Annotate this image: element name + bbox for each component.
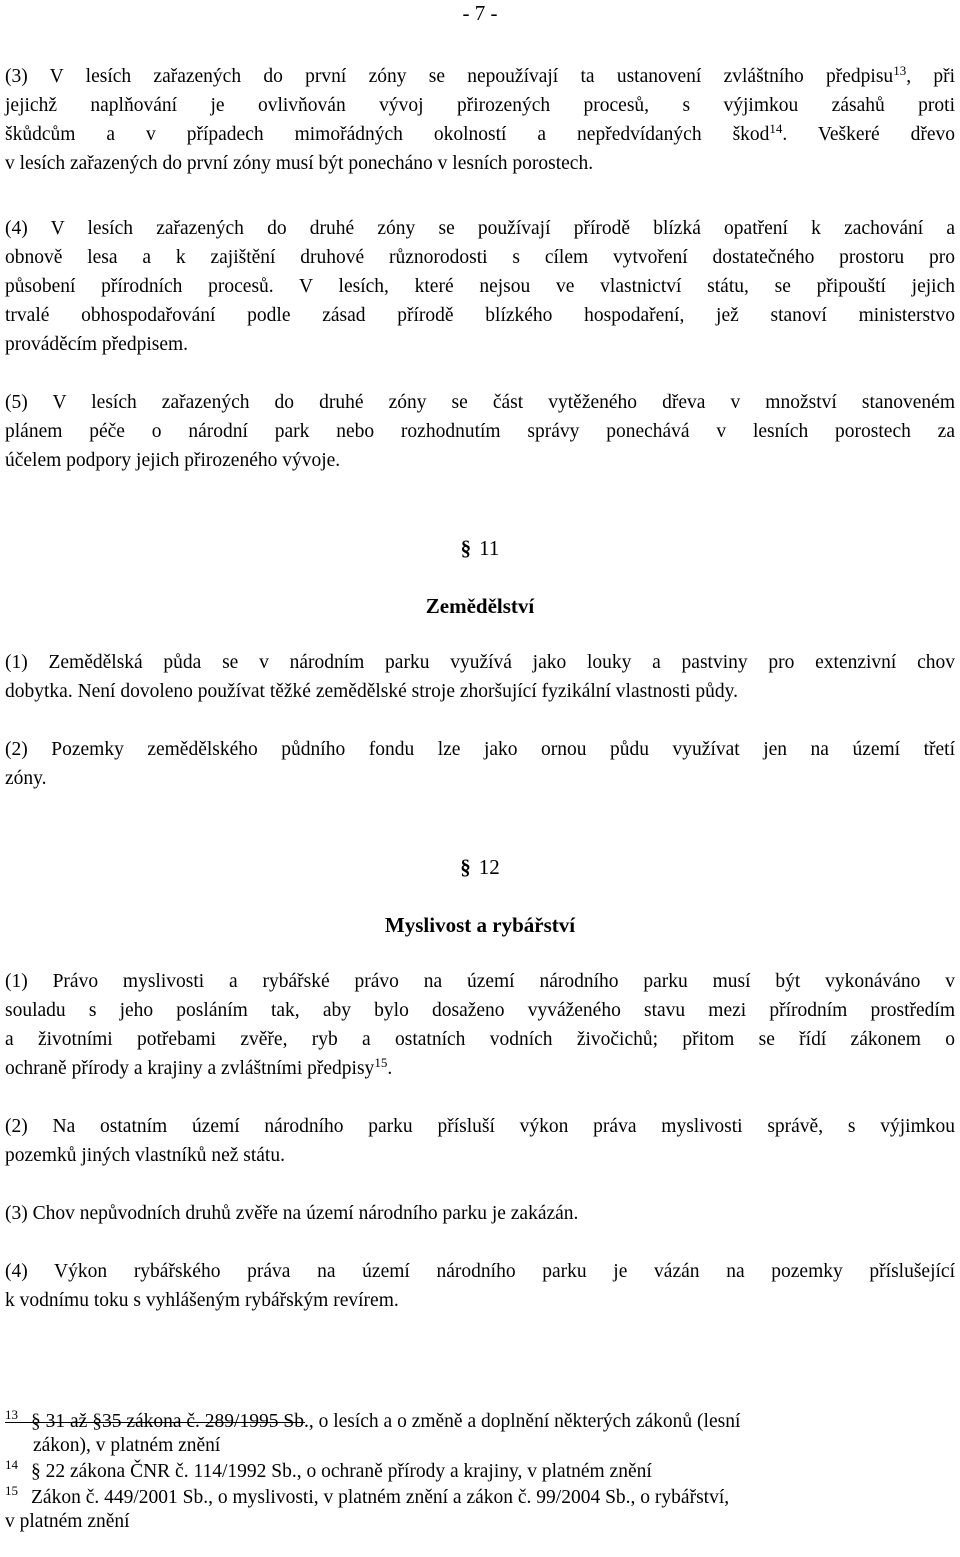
footnote-line: 14 § 22 zákona ČNR č. 114/1992 Sb., o ochraně přírody a krajiny, v platném znění: [5, 1457, 652, 1482]
footnote-13: [5, 1407, 955, 1458]
footnote-14: [5, 1457, 955, 1484]
section-12-paragraph-2: [5, 1112, 955, 1170]
footnote-ref-13[interactable]: 13: [893, 63, 907, 78]
paragraph-line: dobytka. Není dovoleno používat těžké zemědělské stroje zhoršující fyzikální vlastnosti půdy.: [5, 681, 739, 702]
section-sign: §: [31, 1461, 41, 1482]
paragraph-line: k vodnímu toku s vyhlášeným rybářským revírem.: [5, 1290, 399, 1311]
paragraph-line: souladu s jeho posláním tak, aby bylo dosaženo vyváženého stavu mezi přírodním prostředím: [5, 1000, 955, 1021]
footnote-15: [5, 1483, 955, 1534]
footnote-text: Zákon č. 449/2001 Sb., o myslivosti, v platném znění a zákon č. 99/2004 Sb., o rybářství,: [31, 1487, 730, 1508]
paragraph-line: ochraně přírody a krajiny a zvláštními předpisy$^{15}$.: [5, 1055, 393, 1079]
paragraph-line: (1) Právo myslivosti a rybářské právo na území národního parku musí být vykonáváno v: [5, 971, 955, 992]
section-sign: §: [92, 1411, 102, 1432]
paragraph-line: obnově lesa a k zajištění druhové různorodosti s cílem vytvoření dostatečného prostoru pro: [5, 247, 955, 268]
footnote-line: v platném znění: [5, 1511, 130, 1532]
footnote-ref-15[interactable]: 15: [374, 1055, 388, 1070]
paragraph-line: (2) Na ostatním území národního parku přísluší výkon práva myslivosti správě, s výjimkou: [5, 1116, 955, 1137]
paragraph-line: působení přírodních procesů. V lesích, které nejsou ve vlastnictví státu, se připouští jejich: [5, 276, 955, 297]
paragraph-line: (2) Pozemky zemědělského půdního fondu lze jako ornou půdu využívat jen na území třetí: [5, 739, 955, 760]
paragraph-line: (3) Chov nepůvodních druhů zvěře na území národního parku je zakázán.: [5, 1203, 579, 1224]
paragraph-line: škůdcům a v případech mimořádných okolností a nepředvídaných škod$^{14}$. Veškeré dřevo: [5, 121, 955, 145]
paragraph-5-forest-zone-two-wood: [5, 388, 955, 475]
paragraph-line: trvalé obhospodařování podle zásad přírodě blízkého hospodaření, jež stanoví ministerstvo: [5, 305, 955, 326]
paragraph-line: a životními potřebami zvěře, ryb a ostatních vodních živočichů; přitom se řídí zákonem o: [5, 1029, 955, 1050]
paragraph-line: účelem podpory jejich přirozeného vývoje.: [5, 450, 341, 471]
paragraph-line: (3) V lesích zařazených do první zóny se nepoužívají ta ustanovení zvláštního předpisu$^{13}$, při: [5, 63, 955, 87]
section-11-paragraph-2: [5, 735, 955, 793]
section-12-number: § 12: [460, 855, 500, 879]
paragraph-line: zóny.: [5, 768, 47, 789]
paragraph-line: prováděcím předpisem.: [5, 334, 189, 355]
paragraph-line: (1) Zemědělská půda se v národním parku využívá jako louky a pastviny pro extenzivní chov: [5, 652, 955, 673]
paragraph-line: pozemků jiných vlastníků než státu.: [5, 1145, 285, 1166]
footnote-line: 13 § 31 až §35 zákona č. 289/1995 Sb., o lesích a o změně a doplnění některých zákonů (lesní: [5, 1407, 741, 1432]
section-sign: §: [460, 855, 471, 879]
paragraph-line: plánem péče o národní park nebo rozhodnutím správy ponechává v lesních porostech za: [5, 421, 955, 442]
footnote-line: zákon), v platném znění: [33, 1435, 221, 1456]
paragraph-line: (4) Výkon rybářského práva na území národního parku je vázán na pozemky příslušející: [5, 1261, 955, 1282]
section-11-number: § 11: [460, 536, 500, 560]
section-11-paragraph-1: [5, 648, 955, 706]
section-12-title: Myslivost a rybářství: [384, 913, 576, 937]
footnote-text: 35 zákona č. 289/1995 Sb., o lesích a o změně a doplnění některých zákonů (lesní: [101, 1411, 741, 1432]
paragraph-3-forest-zone-one: [5, 62, 955, 178]
paragraph-line: jejichž naplňování je ovlivňován vývoj přirozených procesů, s výjimkou zásahů proti: [5, 95, 955, 116]
section-sign: §: [31, 1411, 41, 1432]
page-number: - 7 -: [462, 1, 498, 25]
section-12-paragraph-3: [5, 1199, 955, 1228]
paragraph-line: (4) V lesích zařazených do druhé zóny se používají přírodě blízká opatření k zachování a: [5, 218, 955, 239]
footnote-text: 31 až: [45, 1411, 93, 1432]
paragraph-line: v lesích zařazených do první zóny musí být ponecháno v lesních porostech.: [5, 153, 594, 174]
section-sign: §: [460, 536, 472, 560]
footnote-text: 22 zákona ČNR č. 114/1992 Sb., o ochraně přírody a krajiny, v platném znění: [45, 1461, 652, 1482]
section-12-paragraph-4: [5, 1257, 955, 1315]
footnote-line: 15 Zákon č. 449/2001 Sb., o myslivosti, v platném znění a zákon č. 99/2004 Sb., o rybářství,: [5, 1483, 730, 1508]
paragraph-4-forest-zone-two: [5, 214, 955, 359]
footnote-ref-14[interactable]: 14: [769, 121, 783, 136]
section-12-paragraph-1: [5, 967, 955, 1083]
paragraph-line: (5) V lesích zařazených do druhé zóny se část vytěženého dřeva v množství stanoveném: [5, 392, 955, 413]
section-11-title: Zemědělství: [425, 594, 535, 618]
